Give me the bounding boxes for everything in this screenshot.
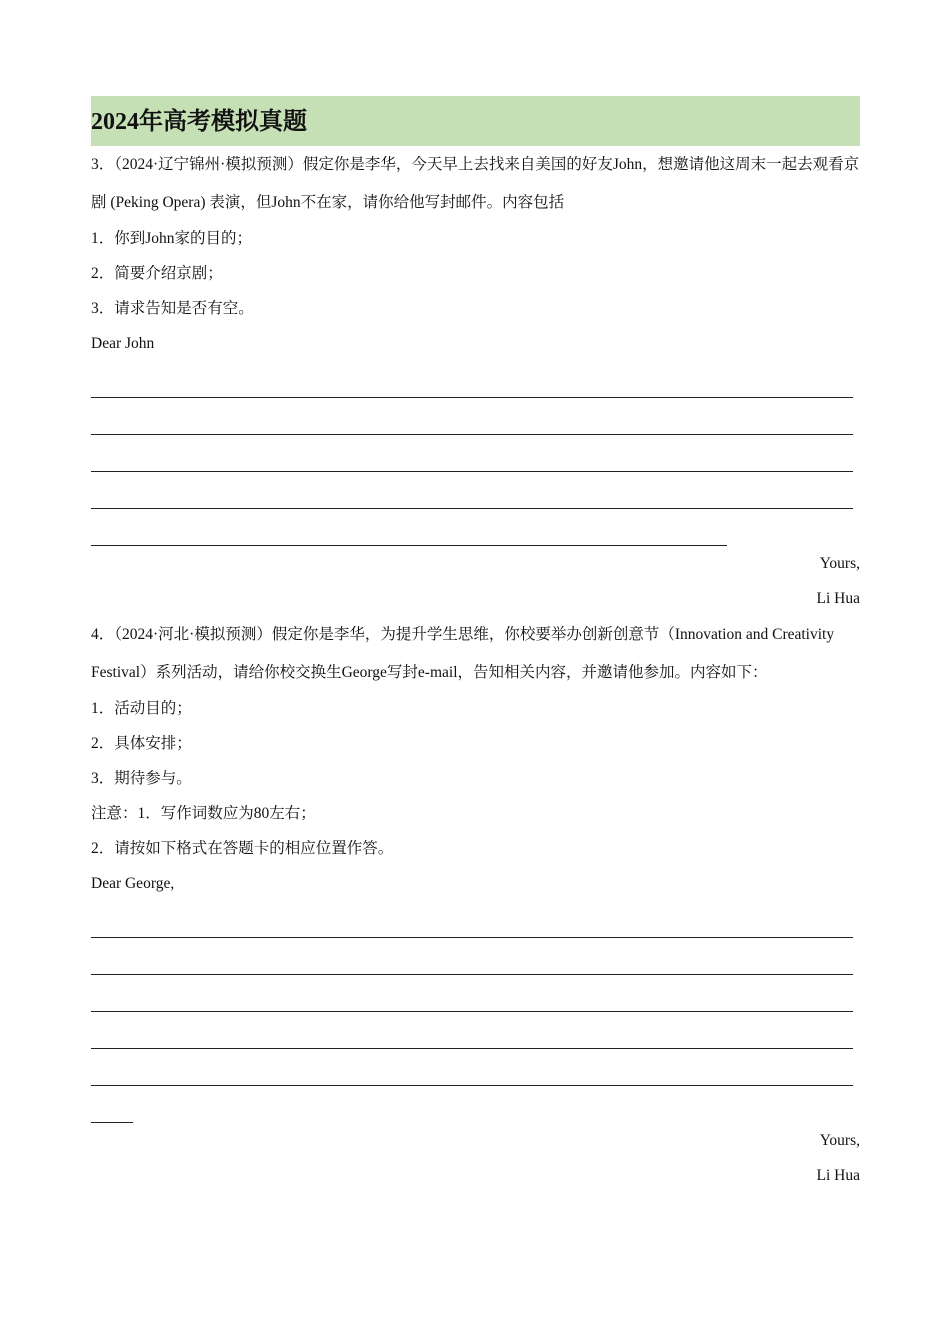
q3-answer-line-3 [91,435,860,472]
q3-prompt: 3．（2024·辽宁锦州·模拟预测）假定你是李华，今天早上去找来自美国的好友John，想邀请他这周末一起去观看京剧 (Peking Opera) 表演，但John不在家，请你给他写封邮件。内容包括 [91,156,860,211]
q4-answer-line-2 [91,938,860,975]
q3-closing: Yours, [819,555,860,572]
q3-answer-line-4 [91,472,860,509]
q4-note-1: 注意：1．写作词数应为80左右； [91,805,316,822]
section-title: 2024年高考模拟真题 [91,96,860,146]
q4-prompt: 4．（2024·河北·模拟预测）假定你是李华，为提升学生思维，你校要举办创新创意节（Innovation and Creativity Festival）系列活动，请给你校交换生George写封e-mail，告知相关内容，并邀请他参加。内容如下： [91,626,835,681]
document-page [91,96,860,1193]
q4-point-1: 1．活动目的； [91,700,192,717]
q4-answer-line-3 [91,975,860,1012]
q4-answer-line-5 [91,1049,860,1086]
q3-greeting: Dear John [91,335,155,352]
q3-answer-line-5 [91,509,860,546]
q4-answer-line-1 [91,901,860,938]
q4-greeting: Dear George, [91,875,175,892]
q4-closing: Yours, [819,1132,860,1149]
q4-point-2: 2．具体安排； [91,735,192,752]
q4-answer-line-6 [91,1086,860,1123]
q3-point-3: 3．请求告知是否有空。 [91,300,254,317]
q3-point-2: 2．简要介绍京剧； [91,265,223,282]
q3-answer-line-2 [91,398,860,435]
q4-signature: Li Hua [816,1167,860,1184]
q3-point-1: 1．你到John家的目的； [91,230,253,247]
q4-note-2: 2．请按如下格式在答题卡的相应位置作答。 [91,840,394,857]
q4-answer-line-4 [91,1012,860,1049]
q3-signature: Li Hua [816,590,860,607]
q3-answer-line-1 [91,361,860,398]
q4-point-3: 3．期待参与。 [91,770,192,787]
